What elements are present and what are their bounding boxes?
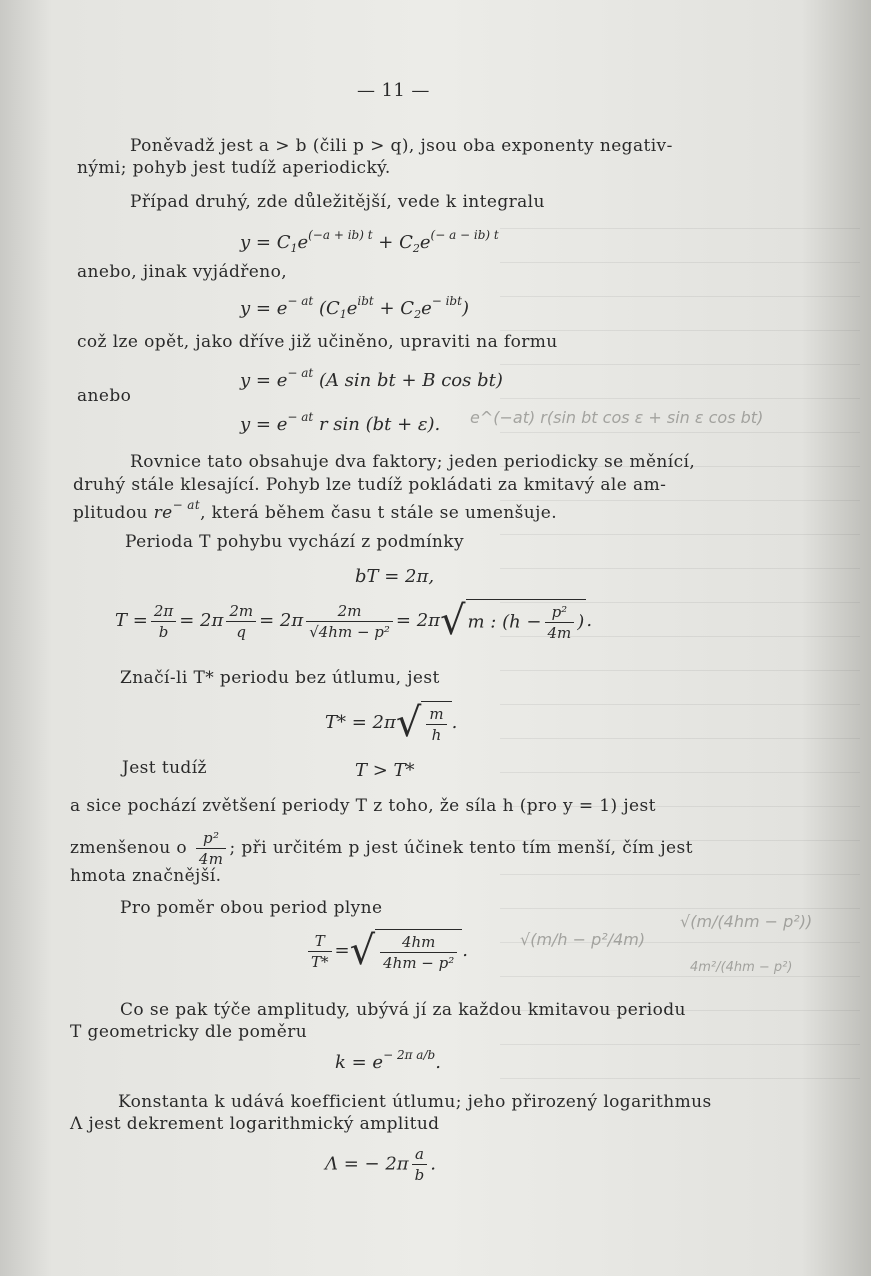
text-line: Případ druhý, zde důležitější, vede k integralu xyxy=(130,192,545,212)
text-fragment: , která během času t stále se umenšuje. xyxy=(200,503,558,523)
page-number: — 11 — xyxy=(357,80,430,101)
handwritten-note: √(m/(4hm − p²)) xyxy=(680,912,813,931)
text-line: Značí-li T* periodu bez útlumu, jest xyxy=(120,668,440,688)
text-fragment: plitudou xyxy=(73,503,148,523)
text-line: anebo xyxy=(77,386,132,406)
text-line: Pro poměr obou period plyne xyxy=(120,898,383,918)
text-line: nými; pohyb jest tudíž aperiodický. xyxy=(77,158,391,178)
handwritten-note: e^(−at) r(sin bt cos ε + sin ε cos bt) xyxy=(470,408,764,427)
text-line: Jest tudíž xyxy=(122,758,207,778)
text-line: druhý stále klesající. Pohyb lze tudíž pokládati za kmitavý ale am- xyxy=(73,475,667,495)
equation-log-decrement: Λ = − 2π $\frac{a}{b}$ . xyxy=(325,1145,436,1184)
text-line: Co se pak týče amplitudy, ubývá jí za každou kmitavou periodu xyxy=(120,1000,686,1020)
handwritten-note: 4m²/(4hm − p²) xyxy=(690,960,793,975)
inline-amplitude: $re^{- at}$ xyxy=(153,498,201,523)
equation-exp-form: $y = e^{- at}$ $(C_1e^{ibt} + C_2e^{- ibt})$ xyxy=(240,294,469,321)
equation-phase-form: $y = e^{- at}$ r sin (bt + ε). xyxy=(240,410,441,435)
text-line: T geometricky dle poměru xyxy=(70,1022,308,1042)
handwritten-note: √(m/h − p²/4m) xyxy=(520,930,646,949)
text-line: Λ jest dekrement logarithmický amplitud xyxy=(70,1114,440,1134)
text-line xyxy=(70,828,693,869)
equation-period-condition: bT = 2π, xyxy=(355,566,435,587)
text-line: hmota značnější. xyxy=(70,866,222,886)
equation-inequality: T > T* xyxy=(355,760,415,781)
equation-period: T = $\frac{2\pi}{b}$ = 2π $\frac{2m}{q}$ = 2π $\frac{2m}{\text{√4hm − p²}}$ = 2π√ m : (h − $\frac{\text{p²}}{4m}$ ) . xyxy=(115,598,593,644)
text-line: a sice pochází zvětšení periody T z toho, že síla h (pro y = 1) jest xyxy=(70,796,656,816)
equation-undamped-period: T* = 2π√ $\frac{m}{h}$ . xyxy=(325,700,458,746)
text-fragment: zmenšenou o xyxy=(70,838,188,858)
text-line: Konstanta k udává koefficient útlumu; jeho přirozený logarithmus xyxy=(118,1092,712,1112)
text-line: Poněvadž jest a > b (čili p > q), jsou oba exponenty negativ- xyxy=(130,136,673,156)
equation-amplitude-ratio: $k = e^{- 2\pi a/b}$. xyxy=(335,1048,441,1073)
text-line xyxy=(73,498,557,523)
equation-period-ratio: $\frac{T}{T*}$ =√ $\frac{4hm}{\text{4hm − p²}}$ . xyxy=(305,928,468,974)
text-fragment: ; při určitém p jest účinek tento tím menší, čím jest xyxy=(229,838,693,858)
text-line: což lze opět, jako dříve již učiněno, upraviti na formu xyxy=(77,332,558,352)
equation-sin-cos: $y = e^{- at}$ (A sin bt + B cos bt) xyxy=(240,366,503,391)
inline-fraction-p2-4m: $\frac{\text{p²}}{4m}$ xyxy=(196,828,227,869)
text-line: Perioda T pohybu vychází z podmínky xyxy=(125,532,464,552)
text-line: anebo, jinak vyjádřeno, xyxy=(77,262,288,282)
text-line: Rovnice tato obsahuje dva faktory; jeden periodicky se měnící, xyxy=(130,452,696,472)
equation-integral: $y = C_1e^{(-a + ib) t} + C_2e^{(- a - ib) t}$ xyxy=(240,228,499,255)
